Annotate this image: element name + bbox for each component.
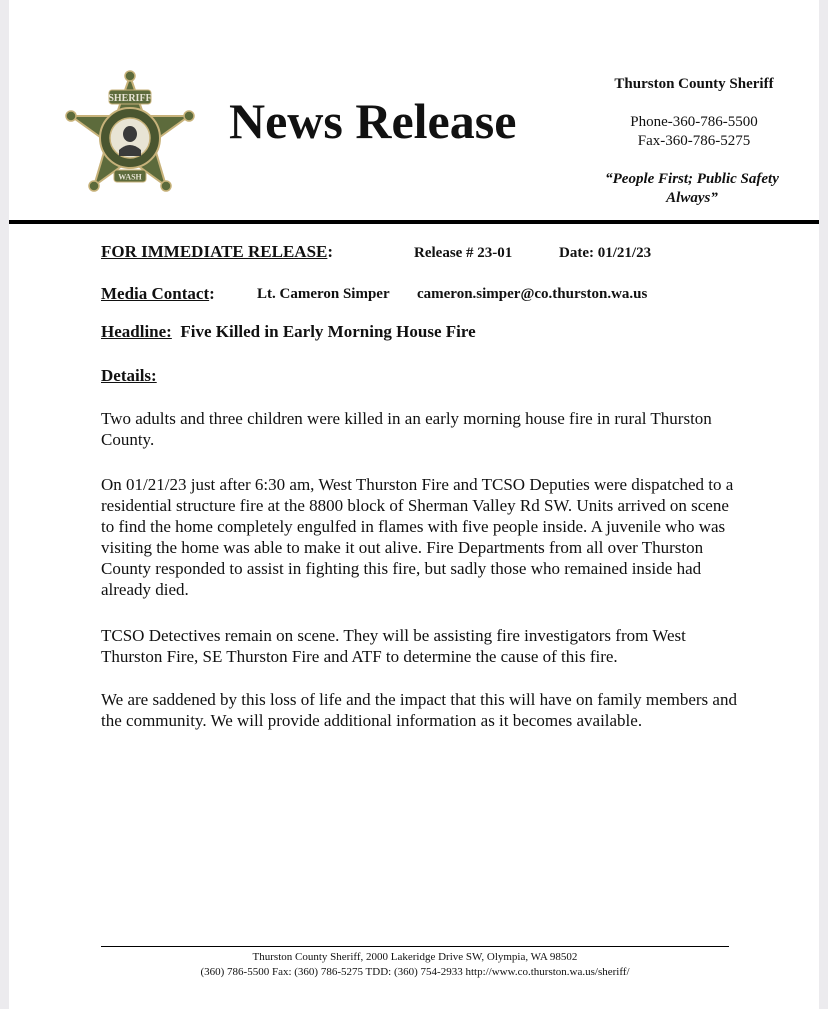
badge-bottom-text: WASH — [118, 172, 142, 182]
phone-number: Phone-360-786-5500 — [630, 114, 758, 130]
media-contact-colon: : — [209, 284, 215, 303]
release-number: Release # 23-01 — [414, 245, 513, 261]
sheriff-star-badge-icon — [59, 70, 201, 212]
header-divider — [9, 220, 819, 224]
footer-contacts: (360) 786-5500 Fax: (360) 786-5275 TDD: (360) 754-2933 http://www.co.thurston.wa.us/sheriff/ — [200, 966, 630, 978]
headline-text: Five Killed in Early Morning House Fire — [180, 322, 476, 341]
footer-divider — [101, 946, 729, 947]
details-label: Details: — [101, 366, 157, 385]
footer-address: Thurston County Sheriff, 2000 Lakeridge Drive SW, Olympia, WA 98502 — [252, 951, 578, 963]
fax-number: Fax-360-786-5275 — [637, 133, 751, 149]
document-page — [9, 0, 819, 1009]
details-row — [101, 366, 157, 386]
org-name: Thurston County Sheriff — [614, 76, 774, 92]
release-label: FOR IMMEDIATE RELEASE — [101, 242, 328, 261]
body-paragraph-4: We are saddened by this loss of life and the impact that this will have on family members and the community. We will provide additional information as it becomes available. — [101, 690, 737, 730]
motto-line-1: “People First; Public Safety — [605, 171, 779, 187]
page-title: News Release — [229, 93, 517, 149]
contact-numbers — [569, 113, 819, 151]
media-contact-label: Media Contact — [101, 284, 210, 303]
motto — [587, 170, 797, 208]
motto-line-2: Always” — [666, 190, 718, 206]
headline-label: Headline: — [101, 322, 172, 341]
body-paragraph-3: TCSO Detectives remain on scene. They will be assisting fire investigators from West Thurston Fire, SE Thurston Fire and ATF to determine the cause of this fire. — [101, 626, 686, 666]
media-contact-row — [101, 284, 215, 304]
media-contact-name: Lt. Cameron Simper — [257, 286, 390, 302]
body-paragraph-1: Two adults and three children were killed in an early morning house fire in rural Thurston County. — [101, 409, 712, 449]
headline-row — [101, 322, 476, 342]
release-date: Date: 01/21/23 — [559, 245, 652, 261]
media-contact-email[interactable]: cameron.simper@co.thurston.wa.us — [417, 286, 648, 302]
body-paragraph-2: On 01/21/23 just after 6:30 am, West Thurston Fire and TCSO Deputies were dispatched to a residential structure fire at the 8800 block of Sherman Valley Rd SW. Units arrived on scene to find the home completely engulfed in flames with five people inside. A juvenile who was visiting the home was able to make it out alive. Fire Departments from all over Thurston County responded to assist in fighting this fire, but sadly those who remained inside had already died. — [101, 475, 734, 599]
badge-top-text: SHERIFF — [108, 93, 152, 104]
release-label-row — [101, 242, 333, 262]
release-colon: : — [327, 242, 334, 261]
